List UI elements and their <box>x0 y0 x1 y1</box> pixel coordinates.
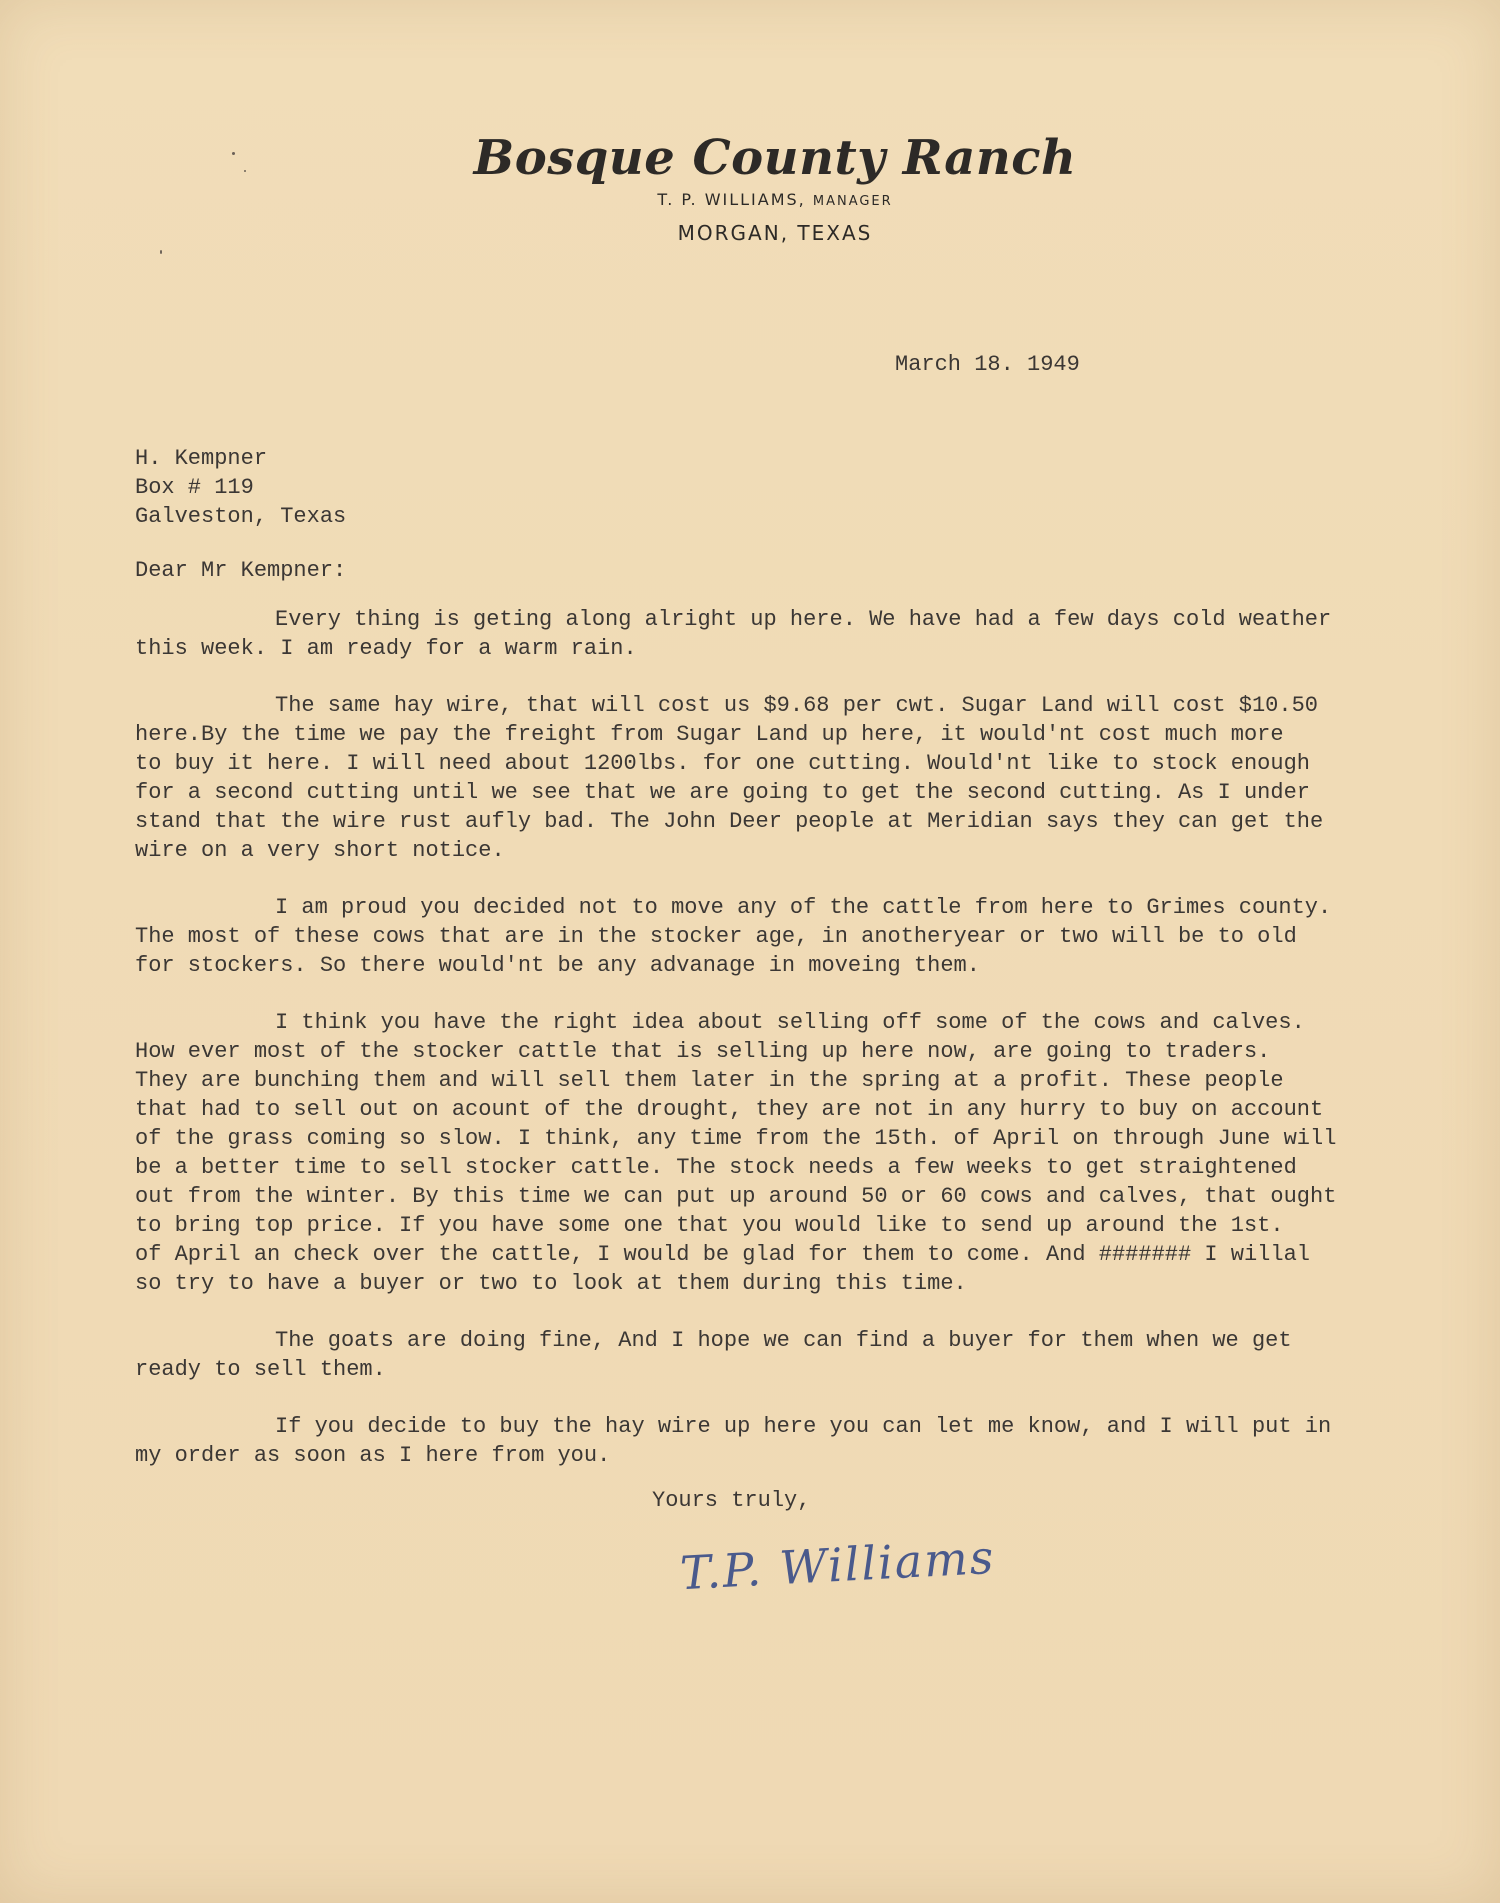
paragraph <box>135 893 1415 980</box>
text-line: The same hay wire, that will cost us $9.68 per cwt. Sugar Land will cost $10.50 <box>275 693 1318 718</box>
text-line: stand that the wire rust aufly bad. The John Deer people at Meridian says they can get the <box>135 809 1324 834</box>
text-line: to bring top price. If you have some one that you would like to send up around the 1st. <box>135 1213 1284 1238</box>
recipient-address <box>135 444 346 531</box>
text-line: so try to have a buyer or two to look at them during this time. <box>135 1271 967 1296</box>
text-line: Every thing is geting along alright up here. We have had a few days cold weather <box>275 607 1332 632</box>
text-line: They are bunching them and will sell them later in the spring at a profit. These people <box>135 1068 1284 1093</box>
letterhead <box>0 130 1500 245</box>
text-line: The most of these cows that are in the stocker age, in anotheryear or two will be to old <box>135 924 1297 949</box>
letter-body <box>135 605 1415 1498</box>
recipient-box: Box # 119 <box>135 475 254 500</box>
text-line: If you decide to buy the hay wire up here you can let me know, and I will put in <box>275 1414 1332 1439</box>
text-line: my order as soon as I here from you. <box>135 1443 611 1468</box>
paragraph <box>135 691 1415 865</box>
closing: Yours truly, <box>652 1488 811 1513</box>
paragraph <box>135 1008 1415 1298</box>
paragraph <box>135 605 1415 663</box>
text-line: out from the winter. By this time we can put up around 50 or 60 cows and calves, that ought <box>135 1184 1337 1209</box>
recipient-name: H. Kempner <box>135 446 268 471</box>
text-line: How ever most of the stocker cattle that is selling up here now, are going to traders. <box>135 1039 1271 1064</box>
text-line: ready to sell them. <box>135 1357 386 1382</box>
text-line: this week. I am ready for a warm rain. <box>135 636 637 661</box>
paper-speck <box>160 250 162 254</box>
text-line: I am proud you decided not to move any of the cattle from here to Grimes county. <box>275 895 1332 920</box>
text-line: The goats are doing fine, And I hope we can find a buyer for them when we get <box>275 1328 1292 1353</box>
paragraph <box>135 1326 1415 1384</box>
text-line: of the grass coming so slow. I think, any time from the 15th. of April on through June will <box>135 1126 1337 1151</box>
manager-name: T. P. WILLIAMS, <box>657 190 806 209</box>
text-line: wire on a very short notice. <box>135 838 505 863</box>
text-line: of April an check over the cattle, I would be glad for them to come. And ####### I willal <box>135 1242 1310 1267</box>
text-line: be a better time to sell stocker cattle. The stock needs a few weeks to get straightened <box>135 1155 1297 1180</box>
salutation: Dear Mr Kempner: <box>135 558 347 583</box>
text-line: for a second cutting until we see that we are going to get the second cutting. As I under <box>135 780 1310 805</box>
text-line: to buy it here. I will need about 1200lbs. for one cutting. Would'nt like to stock enough <box>135 751 1310 776</box>
text-line: for stockers. So there would'nt be any advanage in moveing them. <box>135 953 980 978</box>
recipient-city: Galveston, Texas <box>135 504 347 529</box>
letter-date: March 18. 1949 <box>895 352 1080 377</box>
manager-line <box>50 190 1500 209</box>
handwritten-signature: T.P. Williams <box>678 1529 997 1601</box>
letterhead-city: MORGAN, TEXAS <box>677 221 873 245</box>
text-line: that had to sell out on acount of the drought, they are not in any hurry to buy on account <box>135 1097 1324 1122</box>
manager-title: MANAGER <box>812 194 893 209</box>
paragraph <box>135 1412 1415 1470</box>
ranch-name: Bosque County Ranch <box>473 130 1077 186</box>
text-line: here.By the time we pay the freight from Sugar Land up here, it would'nt cost much more <box>135 722 1284 747</box>
text-line: I think you have the right idea about selling off some of the cows and calves. <box>275 1010 1305 1035</box>
